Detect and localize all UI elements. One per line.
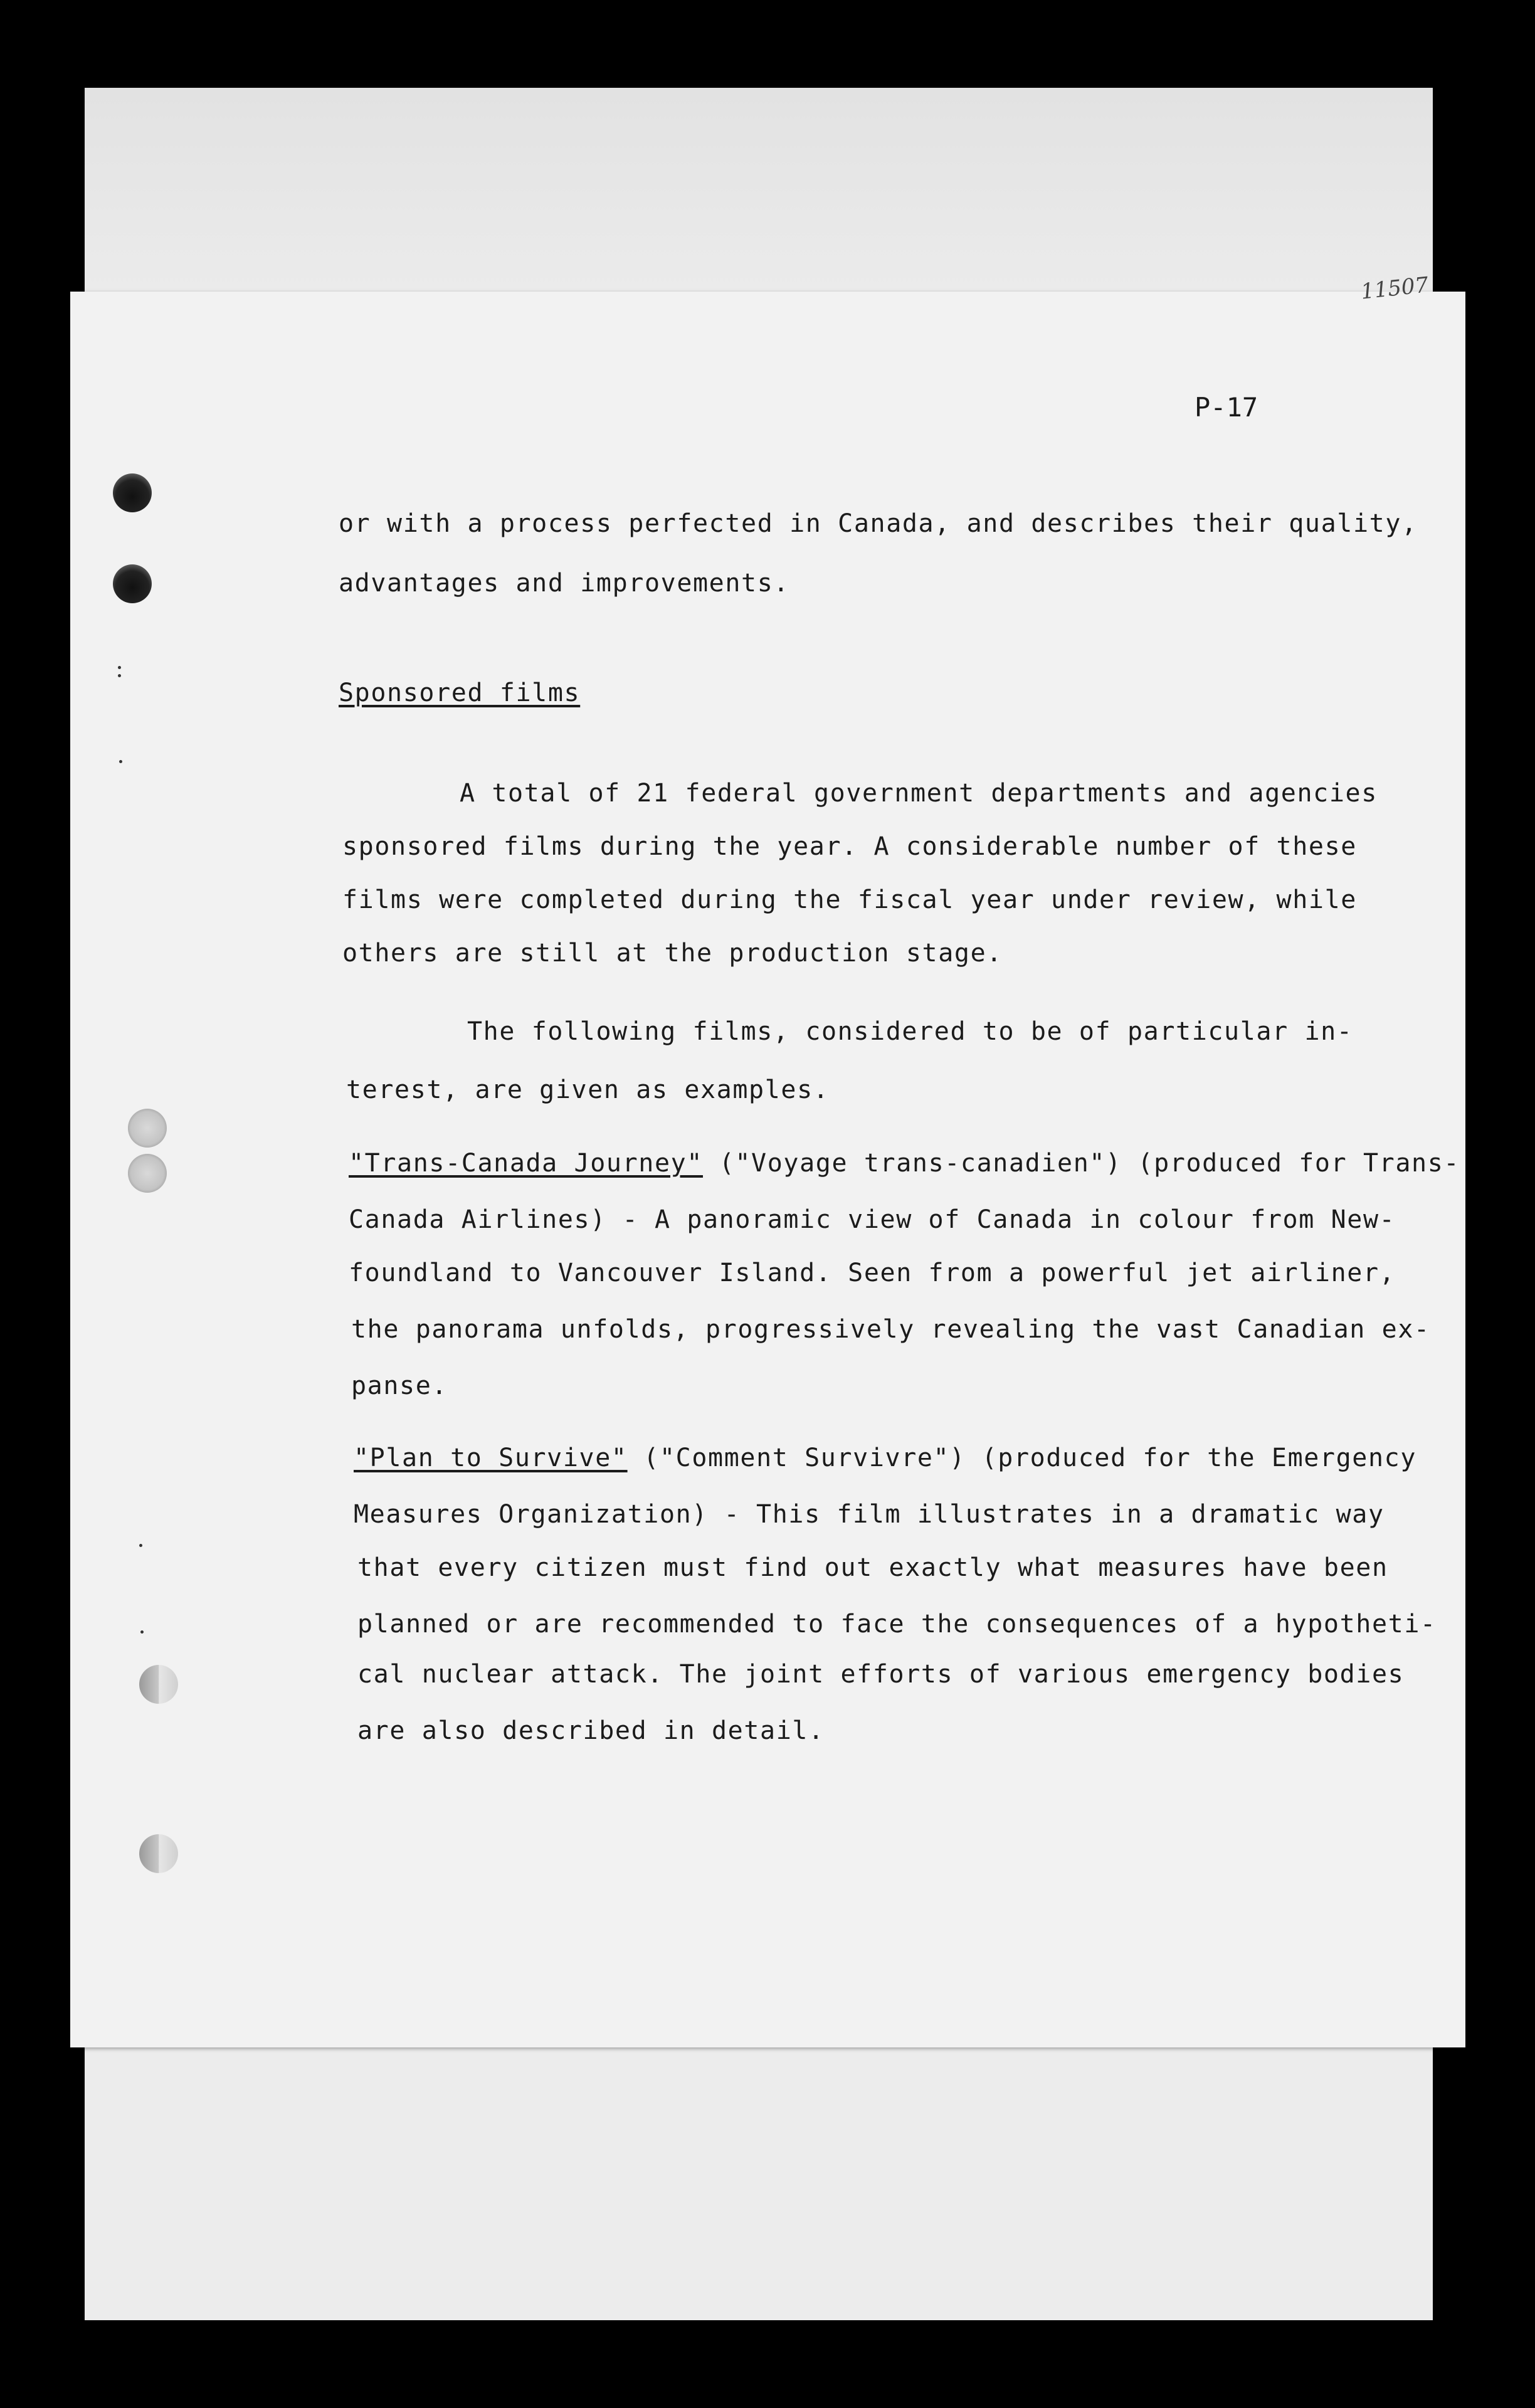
margin-speck xyxy=(118,674,121,677)
body-line: sponsored films during the year. A considerable number of these xyxy=(342,832,1357,861)
margin-speck xyxy=(119,760,122,763)
body-line: planned or are recommended to face the consequences of a hypotheti- xyxy=(357,1610,1437,1639)
body-line: The following films, considered to be of particular in- xyxy=(467,1017,1353,1046)
punch-hole-4 xyxy=(128,1154,167,1193)
punch-hole-1 xyxy=(113,473,152,512)
underlying-sheet-top-band xyxy=(85,88,1433,288)
body-line: Canada Airlines) - A panoramic view of Canada in colour from New- xyxy=(349,1205,1396,1234)
body-line: or with a process perfected in Canada, and describes their quality, xyxy=(339,509,1418,538)
body-line: the panorama unfolds, progressively revealing the vast Canadian ex- xyxy=(351,1315,1430,1344)
body-line: others are still at the production stage. xyxy=(342,939,1003,968)
archive-number: 11507 xyxy=(1359,272,1430,305)
punch-hole-2 xyxy=(113,564,152,603)
margin-speck xyxy=(139,1544,142,1547)
body-line: advantages and improvements. xyxy=(339,569,790,598)
section-heading: Sponsored films xyxy=(339,679,581,707)
film-entry-line-rest: ("Voyage trans-canadien") (produced for Trans- xyxy=(703,1149,1460,1178)
body-line: Measures Organization) - This film illustrates in a dramatic way xyxy=(354,1500,1385,1529)
margin-speck xyxy=(140,1630,144,1634)
body-line: foundland to Vancouver Island. Seen from a powerful jet airliner, xyxy=(349,1259,1396,1287)
film-entry-first-line xyxy=(354,1445,1416,1471)
page-number: P-17 xyxy=(1195,392,1258,423)
punch-hole-5 xyxy=(139,1665,178,1704)
film-entry-first-line xyxy=(349,1151,1460,1176)
body-line: are also described in detail. xyxy=(357,1716,825,1745)
film-title-plan-to-survive: "Plan to Survive" xyxy=(354,1444,628,1472)
body-line: panse. xyxy=(351,1371,448,1400)
body-line: that every citizen must find out exactly what measures have been xyxy=(357,1553,1388,1582)
body-line: A total of 21 federal government departments and agencies xyxy=(460,779,1378,808)
body-line: cal nuclear attack. The joint efforts of various emergency bodies xyxy=(357,1660,1405,1689)
body-line: films were completed during the fiscal year under review, while xyxy=(342,885,1357,914)
punch-hole-3 xyxy=(128,1109,167,1148)
film-entry-line-rest: ("Comment Survivre") (produced for the Emergency xyxy=(627,1444,1417,1472)
punch-hole-6 xyxy=(139,1834,178,1873)
body-line: terest, are given as examples. xyxy=(346,1075,830,1104)
film-title-trans-canada-journey: "Trans-Canada Journey" xyxy=(349,1149,704,1178)
margin-speck xyxy=(118,666,121,669)
